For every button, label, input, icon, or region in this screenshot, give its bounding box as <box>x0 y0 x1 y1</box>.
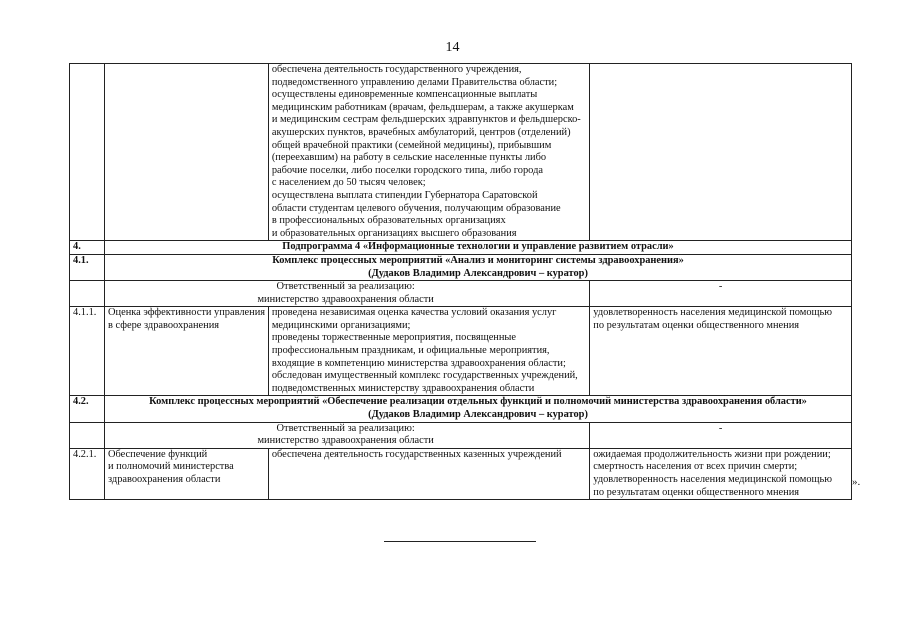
results-line: акушерских пунктов, врачебных амбулаторий, центров (отделений) <box>271 126 571 138</box>
responsible-value: министерство здравоохранения области <box>257 435 434 447</box>
name-line: здравоохранения области <box>108 474 221 485</box>
empty-cell <box>70 422 105 448</box>
closing-quote-mark: ». <box>852 476 861 488</box>
complex-curator: (Дудаков Владимир Александрович – куратор) <box>368 267 588 279</box>
results-line: входящие в компетенцию министерства здравоохранения области; <box>271 357 566 369</box>
dash-cell: - <box>590 281 852 307</box>
name-line: в сфере здравоохранения <box>108 319 220 331</box>
row-num-cell: 4.1. <box>70 254 105 280</box>
responsible-cell <box>105 422 590 448</box>
name-line: Обеспечение функций <box>108 448 208 460</box>
results-cell <box>268 64 589 241</box>
dash-cell: - <box>590 422 852 448</box>
table-row <box>70 307 852 396</box>
results-cell <box>268 307 589 396</box>
indicator-line: по результатам оценки общественного мнения <box>593 319 800 331</box>
results-line: и образовательных организациях высшего образования <box>271 227 517 239</box>
empty-cell <box>70 281 105 307</box>
indicator-line: по результатам оценки общественного мнения <box>593 486 800 498</box>
results-line: обеспечена деятельность государственных казенных учреждений <box>271 448 562 460</box>
page-number: 14 <box>445 40 460 55</box>
responsible-row <box>70 281 852 307</box>
table-row-continuation <box>70 64 852 241</box>
results-line: обеспечена деятельность государственного учреждения, <box>271 64 522 75</box>
results-line: (переехавшим) на работу в сельские населенные пункты либо <box>271 152 547 164</box>
results-line: медицинским работникам (врачам, фельдшерам, а также акушеркам <box>271 101 574 113</box>
complex-title-line: Комплекс процессных мероприятий «Анализ и мониторинг системы здравоохранения» <box>272 254 684 266</box>
row-num-cell: 4.2.1. <box>70 448 105 499</box>
results-line: подведомственного управлению делами Правительства области; <box>271 76 558 88</box>
results-line: проведены торжественные мероприятия, посвященные <box>271 332 517 344</box>
row-num-cell: 4.1.1. <box>70 307 105 396</box>
responsible-row <box>70 422 852 448</box>
results-line: общей врачебной практики (семейной медицины), прибывшим <box>271 139 552 151</box>
complex-title <box>105 254 852 280</box>
complex-row <box>70 254 852 280</box>
footer-divider <box>384 541 536 542</box>
results-line: проведена независимая оценка качества условий оказания услуг <box>271 307 557 319</box>
subprogram-row <box>70 241 852 255</box>
name-line: и полномочий министерства <box>108 461 234 473</box>
results-line: подведомственных министерству здравоохранения области <box>271 382 535 394</box>
responsible-label: Ответственный за реализацию: <box>276 281 415 293</box>
responsible-label: Ответственный за реализацию: <box>276 422 415 434</box>
responsible-value: министерство здравоохранения области <box>257 293 434 305</box>
results-line: области студентам целевого обучения, получающим образование <box>271 202 561 214</box>
row-num-cell <box>70 64 105 241</box>
responsible-cell <box>105 281 590 307</box>
row-num-cell: 4. <box>70 241 105 255</box>
indicators-cell <box>590 64 852 241</box>
complex-curator: (Дудаков Владимир Александрович – куратор) <box>368 409 588 421</box>
indicator-line: ожидаемая продолжительность жизни при рождении; <box>593 448 831 460</box>
row-name-cell <box>105 307 269 396</box>
results-line: осуществлены единовременные компенсационные выплаты <box>271 89 538 101</box>
row-name-cell <box>105 448 269 499</box>
complex-row <box>70 396 852 422</box>
results-line: рабочие поселки, либо поселки городского типа, либо города <box>271 164 543 176</box>
results-line: осуществлена выплата стипендии Губернатора Саратовской <box>271 189 538 201</box>
indicators-cell <box>590 307 852 396</box>
name-line: Оценка эффективности управления <box>108 307 266 319</box>
results-line: обследован имущественный комплекс государственных учреждений, <box>271 370 578 382</box>
results-line: профессиональным праздникам, и официальные мероприятия, <box>271 345 550 357</box>
row-name-cell <box>105 64 269 241</box>
indicators-cell <box>590 448 852 499</box>
results-cell <box>268 448 589 499</box>
results-line: медицинскими организациями; <box>271 319 411 331</box>
row-num-cell: 4.2. <box>70 396 105 422</box>
program-table <box>69 63 852 500</box>
complex-title <box>105 396 852 422</box>
results-line: и медицинским сестрам фельдшерских здравпунктов и фельдшерско- <box>271 114 581 126</box>
results-line: с населением до 50 тысяч человек; <box>271 177 426 189</box>
table-row <box>70 448 852 499</box>
results-line: в профессиональных образовательных организациях <box>271 215 506 227</box>
complex-title-line: Комплекс процессных мероприятий «Обеспечение реализации отдельных функций и полномочий министерства здравоохранения области» <box>149 396 807 408</box>
indicator-line: смертность населения от всех причин смерти; <box>593 461 798 473</box>
subprogram-title: Подпрограмма 4 «Информационные технологии и управление развитием отрасли» <box>105 241 852 255</box>
indicator-line: удовлетворенность населения медицинской помощью <box>593 307 833 319</box>
indicator-line: удовлетворенность населения медицинской помощью <box>593 474 833 485</box>
